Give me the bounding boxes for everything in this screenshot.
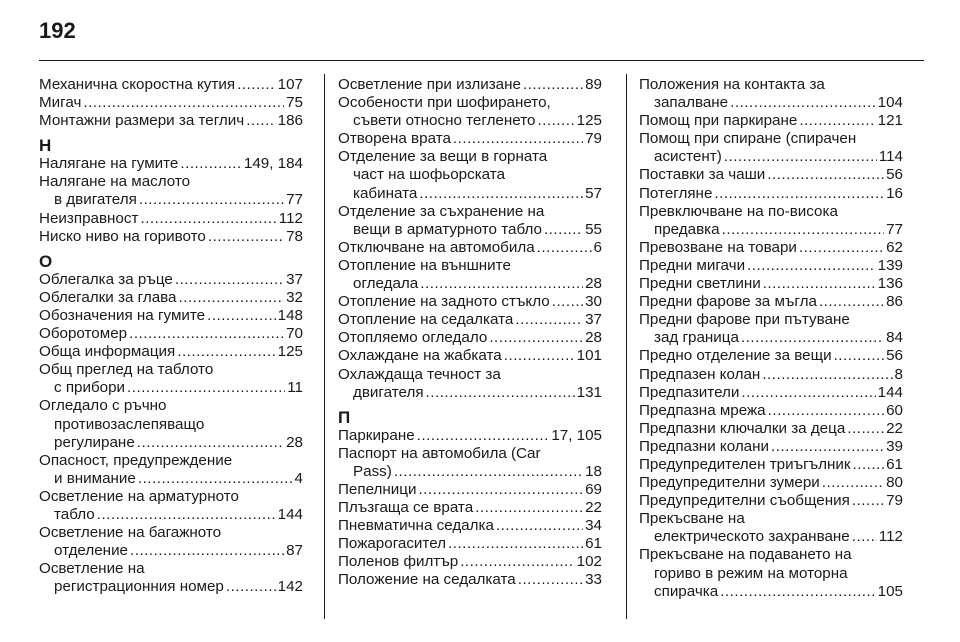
- index-page-ref[interactable]: 62: [886, 238, 903, 256]
- index-letter-heading: Н: [39, 136, 52, 156]
- index-entry-text: Предупредителен триъгълник: [639, 455, 851, 473]
- index-page-ref[interactable]: 87: [286, 542, 303, 560]
- index-entry-text: Отопляемо огледало: [338, 329, 488, 347]
- index-page-ref[interactable]: 6: [593, 238, 602, 256]
- index-page-ref[interactable]: 84: [886, 329, 903, 347]
- index-entry-text: съвети относно тегленето: [353, 112, 536, 130]
- index-entry: [639, 347, 903, 365]
- index-column-3: [639, 76, 903, 601]
- index-entry-text: Помощ при паркиране: [639, 112, 798, 130]
- index-entry: [39, 228, 303, 246]
- index-entry-text: Предни мигачи: [639, 256, 746, 274]
- index-entry: [39, 94, 303, 112]
- dot-leader: [515, 311, 583, 329]
- dot-leader: [799, 239, 884, 257]
- index-entry: [338, 94, 602, 130]
- dot-leader: [763, 275, 876, 293]
- index-page-ref[interactable]: 121: [877, 112, 903, 130]
- index-entry-text: Отворена врата: [338, 130, 451, 148]
- index-entry-text: Предни светлини: [639, 275, 761, 293]
- index-entry: [338, 517, 602, 535]
- index-entry: [39, 361, 303, 397]
- dot-leader: [504, 347, 575, 365]
- index-entry-text: Превключване на по-висока: [639, 202, 838, 220]
- dot-leader: [537, 112, 574, 130]
- dot-leader: [237, 76, 276, 94]
- index-entry-text: Общ преглед на таблото: [39, 361, 214, 379]
- index-entry: [639, 492, 903, 510]
- index-entry-text: Отопление на задното стъкло: [338, 293, 550, 311]
- index-entry: [338, 329, 602, 347]
- index-page-ref[interactable]: 8: [894, 365, 903, 383]
- index-entry-text: гориво в режим на моторна: [654, 564, 848, 582]
- index-entry: [39, 173, 303, 209]
- dot-leader: [741, 384, 875, 402]
- dot-leader: [140, 210, 276, 228]
- index-entry: [338, 571, 602, 589]
- dot-leader: [180, 155, 241, 173]
- index-entry-text: Монтажни размери за теглич: [39, 112, 245, 130]
- index-entry: [39, 524, 303, 560]
- index-entry-text: Паспорт на автомобила (Car: [338, 444, 541, 462]
- dot-leader: [394, 463, 583, 481]
- index-entry-text: Отделение за съхранение на: [338, 202, 545, 220]
- index-entry-text: електрическото захранване: [654, 528, 850, 546]
- index-entry: [338, 130, 602, 148]
- index-entry-text: Огледало с ръчно: [39, 397, 167, 415]
- index-page-ref[interactable]: 16: [886, 184, 903, 202]
- index-entry-text: Поставки за чаши: [639, 166, 766, 184]
- index-entry-text: Механична скоростна кутия: [39, 76, 236, 93]
- index-entry-text: асистент): [654, 148, 722, 166]
- index-entry: [639, 203, 903, 239]
- index-entry: [639, 275, 903, 293]
- index-entry: [338, 481, 602, 499]
- index-entry: [338, 203, 602, 239]
- dot-leader: [537, 239, 592, 257]
- index-page-ref[interactable]: 28: [585, 275, 602, 293]
- index-entry-text: Прекъсване на: [639, 510, 745, 528]
- dot-leader: [767, 166, 884, 184]
- index-entry-text: Особености при шофирането,: [338, 94, 551, 112]
- index-entry-text: част на шофьорската: [353, 166, 506, 184]
- index-page-ref[interactable]: 28: [286, 433, 303, 451]
- index-page-ref[interactable]: 136: [877, 275, 903, 293]
- index-entry: [338, 427, 602, 445]
- dot-leader: [208, 228, 284, 246]
- index-entry-text: Мигач: [39, 94, 82, 112]
- dot-leader: [518, 571, 583, 589]
- index-entry: [639, 76, 903, 112]
- index-entry: [338, 499, 602, 517]
- index-entry: [338, 311, 602, 329]
- index-entry: [39, 307, 303, 325]
- index-entry-text: Осветление на арматурното: [39, 487, 239, 505]
- index-page-ref[interactable]: 11: [287, 379, 303, 397]
- index-entry-text: Пневматична седалка: [338, 517, 494, 535]
- index-page-ref[interactable]: 105: [877, 582, 903, 600]
- index-page-ref[interactable]: 55: [585, 220, 602, 238]
- index-entry: [39, 452, 303, 488]
- index-entry: [639, 456, 903, 474]
- header-rule: [39, 60, 924, 61]
- index-entry-text: огледала: [353, 275, 419, 293]
- index-entry-text: Осветление на багажното: [39, 524, 222, 542]
- dot-leader: [207, 307, 276, 325]
- index-entry-text: Превозване на товари: [639, 238, 797, 256]
- index-page-ref[interactable]: 114: [878, 148, 903, 166]
- dot-leader: [129, 325, 284, 343]
- index-entry: [338, 553, 602, 571]
- column-divider-2: [626, 74, 627, 619]
- index-entry: [639, 546, 903, 600]
- index-page-ref[interactable]: 102: [576, 553, 602, 571]
- column-divider-1: [324, 74, 325, 619]
- dot-leader: [246, 112, 275, 130]
- index-page-ref[interactable]: 139: [877, 256, 903, 274]
- index-page-ref[interactable]: 17, 105: [551, 426, 602, 444]
- index-entry-text: Охлаждаща течност за: [338, 365, 501, 383]
- dot-leader: [83, 94, 284, 112]
- index-entry-text: Неизправност: [39, 209, 139, 227]
- index-entry: [338, 347, 602, 365]
- index-entry-text: Обозначения на гумите: [39, 306, 206, 324]
- dot-leader: [489, 329, 583, 347]
- index-entry-text: Оборотомер: [39, 325, 128, 343]
- index-entry: [338, 535, 602, 553]
- index-entry-text: Облегалки за глава: [39, 288, 177, 306]
- dot-leader: [523, 76, 583, 94]
- index-entry: [39, 488, 303, 524]
- index-page-ref[interactable]: 56: [886, 347, 903, 365]
- index-entry-text: Поленов филтър: [338, 553, 459, 571]
- dot-leader: [130, 542, 284, 560]
- index-page-ref[interactable]: 77: [286, 191, 303, 209]
- index-entry-text: Налягане на гумите: [39, 155, 179, 173]
- index-entry-text: Предупредителни зумери: [639, 474, 820, 492]
- index-page-ref[interactable]: 112: [278, 209, 303, 227]
- index-page-ref[interactable]: 79: [886, 492, 903, 510]
- index-entry: [39, 325, 303, 343]
- index-letter-heading: П: [338, 407, 351, 427]
- index-entry: [338, 445, 602, 481]
- index-page-ref[interactable]: 149, 184: [243, 155, 303, 173]
- index-page-ref[interactable]: 186: [277, 112, 303, 130]
- dot-leader: [426, 384, 575, 402]
- index-page-ref[interactable]: 32: [286, 288, 303, 306]
- index-entry-text: Паркиране: [338, 426, 415, 444]
- dot-leader: [448, 535, 583, 553]
- index-entry-text: Облегалка за ръце: [39, 270, 173, 288]
- index-page-ref[interactable]: 75: [286, 94, 303, 112]
- index-entry-text: спирачка: [654, 582, 719, 600]
- index-page-ref[interactable]: 104: [877, 94, 903, 112]
- dot-leader: [475, 499, 583, 517]
- index-entry: [39, 210, 303, 228]
- index-entry-text: Потегляне: [639, 184, 713, 202]
- index-entry-text: Отключване на автомобила: [338, 238, 535, 256]
- dot-leader: [552, 293, 583, 311]
- index-page-ref[interactable]: 37: [585, 311, 602, 329]
- dot-leader: [741, 329, 884, 347]
- index-entry: [338, 76, 602, 94]
- index-entry-text: Отделение за вещи в горната: [338, 148, 548, 166]
- index-entry: [639, 257, 903, 275]
- dot-leader: [418, 481, 583, 499]
- index-page-ref[interactable]: 60: [886, 401, 903, 419]
- index-entry-text: запалване: [654, 94, 729, 112]
- dot-leader: [127, 379, 285, 397]
- index-page-ref[interactable]: 148: [277, 306, 303, 324]
- dot-leader: [724, 148, 877, 166]
- index-entry-text: Pass): [353, 462, 392, 480]
- dot-leader: [762, 366, 892, 384]
- index-entry: [39, 560, 303, 596]
- dot-leader: [226, 578, 276, 596]
- index-page-ref[interactable]: 37: [286, 270, 303, 288]
- index-page-ref[interactable]: 80: [886, 474, 903, 492]
- dot-leader: [819, 293, 884, 311]
- index-page-ref[interactable]: 78: [286, 227, 303, 245]
- page-number: 192: [39, 18, 76, 43]
- index-entry-text: противозаслепяващо: [54, 415, 205, 433]
- index-page-ref[interactable]: 4: [294, 469, 303, 487]
- dot-leader: [822, 474, 884, 492]
- dot-leader: [852, 528, 877, 546]
- index-page-ref[interactable]: 144: [877, 383, 903, 401]
- index-entry: [338, 366, 602, 402]
- dot-leader: [453, 130, 583, 148]
- index-page-ref[interactable]: 56: [886, 166, 903, 184]
- index-page-ref[interactable]: 34: [585, 517, 602, 535]
- index-column-1: [39, 76, 303, 596]
- index-entry: [39, 155, 303, 173]
- dot-leader: [852, 492, 884, 510]
- index-entry-text: вещи в арматурното табло: [353, 220, 542, 238]
- dot-leader: [179, 289, 285, 307]
- index-entry-text: Плъзгаща се врата: [338, 499, 474, 517]
- index-entry-text: регулиране: [54, 433, 135, 451]
- index-entry: [639, 438, 903, 456]
- dot-leader: [768, 402, 884, 420]
- index-entry-text: Пепелници: [338, 480, 417, 498]
- index-entry-text: Предпазни колани: [639, 437, 769, 455]
- index-entry-text: в двигателя: [54, 191, 137, 209]
- index-entry-text: Пожарогасител: [338, 535, 447, 553]
- dot-leader: [138, 470, 293, 488]
- index-page-ref[interactable]: 112: [878, 528, 903, 546]
- index-entry: [639, 130, 903, 166]
- index-entry-text: Опасност, предупреждение: [39, 451, 233, 469]
- index-entry: [639, 510, 903, 546]
- index-entry: [639, 112, 903, 130]
- dot-leader: [417, 427, 550, 445]
- dot-leader: [714, 185, 884, 203]
- index-entry-text: регистрационния номер: [54, 578, 224, 596]
- index-page-ref[interactable]: 101: [576, 347, 602, 365]
- index-page-ref[interactable]: 39: [886, 437, 903, 455]
- index-entry-text: Предно отделение за вещи: [639, 347, 832, 365]
- dot-leader: [139, 191, 284, 209]
- dot-leader: [747, 257, 876, 275]
- index-page-ref[interactable]: 61: [585, 535, 602, 553]
- index-entry: [639, 311, 903, 347]
- index-entry: [39, 343, 303, 361]
- index-entry-text: зад граница: [654, 329, 739, 347]
- index-page-ref[interactable]: 30: [585, 293, 602, 311]
- index-entry: [39, 289, 303, 307]
- dot-leader: [771, 438, 884, 456]
- index-entry-text: Осветление при излизане: [338, 76, 521, 93]
- index-page-ref[interactable]: 89: [585, 76, 602, 93]
- index-entry: [338, 257, 602, 293]
- index-entry-text: Предпазен колан: [639, 365, 761, 383]
- index-entry-text: Предпазна мрежа: [639, 401, 766, 419]
- index-entry-text: с прибори: [54, 379, 126, 397]
- index-entry: [639, 293, 903, 311]
- index-entry: [639, 166, 903, 184]
- index-page-ref[interactable]: 125: [277, 343, 303, 361]
- dot-leader: [177, 343, 275, 361]
- index-entry-text: табло: [54, 505, 95, 523]
- index-page-ref[interactable]: 144: [277, 505, 303, 523]
- dot-leader: [496, 517, 583, 535]
- index-entry-text: Отопление на външните: [338, 256, 511, 274]
- index-page-ref[interactable]: 142: [277, 578, 303, 596]
- index-entry-text: предавка: [654, 220, 720, 238]
- index-page-ref[interactable]: 61: [886, 455, 903, 473]
- index-entry-text: Охлаждане на жабката: [338, 347, 502, 365]
- index-entry-text: Прекъсване на подаването на: [639, 546, 852, 564]
- index-entry-text: Предупредителни съобщения: [639, 492, 850, 510]
- dot-leader: [847, 420, 884, 438]
- dot-leader: [834, 347, 885, 365]
- index-page-ref[interactable]: 70: [286, 325, 303, 343]
- index-entry: [639, 384, 903, 402]
- index-page-ref[interactable]: 131: [576, 383, 602, 401]
- index-entry-text: Предпазни ключалки за деца: [639, 419, 846, 437]
- index-entry: [39, 76, 303, 94]
- index-page-ref[interactable]: 125: [576, 112, 602, 130]
- dot-leader: [853, 456, 885, 474]
- index-page-ref[interactable]: 107: [277, 76, 303, 93]
- index-page-ref[interactable]: 57: [585, 184, 602, 202]
- index-entry-text: Отопление на седалката: [338, 311, 514, 329]
- index-page-ref[interactable]: 79: [585, 130, 602, 148]
- dot-leader: [420, 275, 583, 293]
- dot-leader: [730, 94, 876, 112]
- index-column-2: [338, 76, 602, 590]
- dot-leader: [175, 271, 284, 289]
- index-entry-text: Помощ при спиране (спирачен: [639, 130, 857, 148]
- index-entry-text: Ниско ниво на горивото: [39, 227, 206, 245]
- index-letter-heading: О: [39, 251, 53, 271]
- dot-leader: [799, 112, 875, 130]
- index-entry: [39, 271, 303, 289]
- index-entry-text: кабината: [353, 184, 418, 202]
- index-entry: [338, 293, 602, 311]
- index-page-ref[interactable]: 69: [585, 480, 602, 498]
- index-entry-text: Предни фарове за мъгла: [639, 293, 817, 311]
- index-entry-text: Осветление на: [39, 560, 145, 578]
- index-entry-text: Налягане на маслото: [39, 173, 191, 191]
- index-page-ref[interactable]: 22: [886, 419, 903, 437]
- index-entry: [39, 397, 303, 451]
- index-page-ref[interactable]: 86: [886, 293, 903, 311]
- index-entry: [639, 420, 903, 438]
- dot-leader: [460, 553, 574, 571]
- index-entry-text: Положения на контакта за: [639, 76, 825, 93]
- dot-leader: [544, 221, 583, 239]
- index-entry-text: Положение на седалката: [338, 571, 516, 589]
- index-entry: [639, 366, 903, 384]
- index-entry-text: отделение: [54, 542, 128, 560]
- index-entry-text: Предни фарове при пътуване: [639, 311, 850, 329]
- index-entry: [639, 239, 903, 257]
- index-page-ref[interactable]: 77: [886, 220, 903, 238]
- dot-leader: [722, 221, 885, 239]
- index-entry: [338, 239, 602, 257]
- index-page-ref[interactable]: 28: [585, 329, 602, 347]
- dot-leader: [419, 185, 583, 203]
- index-entry: [39, 112, 303, 130]
- dot-leader: [720, 583, 875, 601]
- index-entry-text: двигателя: [353, 383, 424, 401]
- index-page-ref[interactable]: 22: [585, 499, 602, 517]
- index-entry: [639, 185, 903, 203]
- index-entry: [639, 402, 903, 420]
- index-entry-text: Обща информация: [39, 343, 176, 361]
- index-page-ref[interactable]: 33: [585, 571, 602, 589]
- index-entry: [338, 148, 602, 202]
- index-entry-text: Предпазители: [639, 383, 740, 401]
- index-page-ref[interactable]: 18: [585, 462, 602, 480]
- dot-leader: [97, 506, 276, 524]
- index-entry: [639, 474, 903, 492]
- dot-leader: [137, 434, 284, 452]
- index-entry-text: и внимание: [54, 469, 136, 487]
